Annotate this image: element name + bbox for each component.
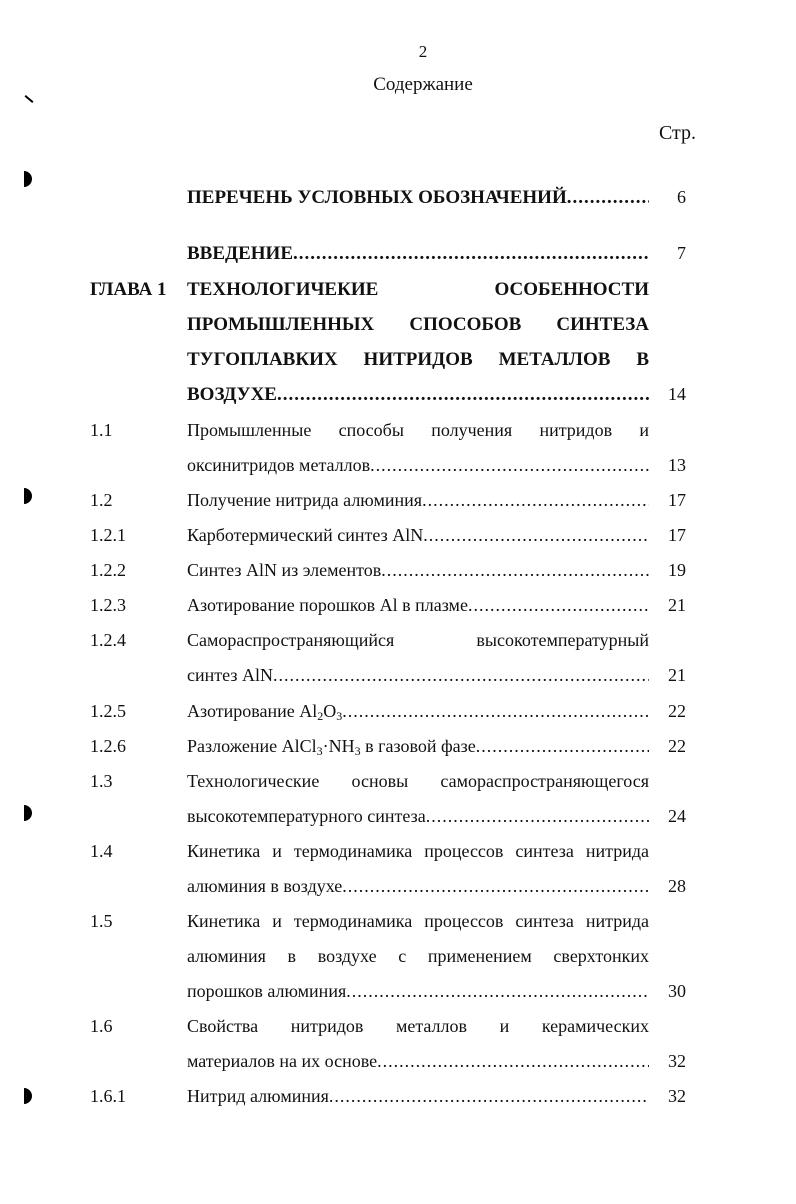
toc-entry-title: ВВЕДЕНИЕ	[187, 243, 293, 264]
toc-page: 6	[677, 187, 686, 207]
punch-mark	[24, 1088, 32, 1104]
toc-entry-title: Разложение AlCl	[187, 736, 317, 756]
page-column-header: Стр.	[658, 122, 696, 144]
toc-entry-title: ПРОМЫШЛЕННЫХ СПОСОБОВ СИНТЕЗА	[187, 314, 649, 335]
toc-page: 14	[668, 384, 686, 404]
toc-entry-title: O	[323, 701, 337, 721]
toc-number: 1.5	[90, 911, 113, 931]
punch-mark	[24, 171, 32, 187]
toc-number: 1.2	[90, 490, 113, 510]
toc-page: 30	[668, 981, 686, 1001]
punch-mark	[24, 488, 32, 504]
toc-number: ГЛАВА 1	[90, 279, 167, 300]
toc-entry-title: ТЕХНОЛОГИЧЕКИЕ ОСОБЕННОСТИ	[187, 279, 649, 300]
toc-page: 17	[668, 490, 686, 510]
toc-number: 1.2.2	[90, 560, 126, 580]
toc-entry-title: Самораспространяющийся высокотемпературный	[187, 630, 649, 650]
subscript: 2	[317, 709, 324, 723]
toc-page: 17	[668, 525, 686, 545]
toc-entry-title: ТУГОПЛАВКИХ НИТРИДОВ МЕТАЛЛОВ В	[187, 349, 649, 370]
toc-entry-title: Кинетика и термодинамика процессов синтеза нитрида	[187, 911, 649, 931]
toc-entry-title: Синтез AlN из элементов	[187, 560, 382, 580]
toc-entry-title: оксинитридов металлов	[187, 455, 371, 475]
toc-entry-title: Нитрид алюминия	[187, 1086, 329, 1106]
toc-page: 22	[668, 736, 686, 756]
toc-entry-title: Карботермический синтез AlN	[187, 525, 424, 545]
toc-number: 1.6	[90, 1016, 113, 1036]
toc-number: 1.1	[90, 420, 113, 440]
toc-entry-title: порошков алюминия	[187, 981, 347, 1001]
toc-page: 21	[668, 665, 686, 685]
toc-number: 1.2.1	[90, 525, 126, 545]
toc-page: 28	[668, 876, 686, 896]
toc-entry-title: ПЕРЕЧЕНЬ УСЛОВНЫХ ОБОЗНАЧЕНИЙ	[187, 187, 567, 208]
toc-page: 7	[677, 243, 686, 263]
scan-mark	[25, 95, 34, 103]
toc-entry-title: Кинетика и термодинамика процессов синтеза нитрида	[187, 841, 649, 861]
punch-mark	[24, 805, 32, 821]
toc-number: 1.2.6	[90, 736, 126, 756]
toc-number: 1.6.1	[90, 1086, 126, 1106]
toc-entry-title: Технологические основы самораспространяющегося	[187, 771, 649, 791]
toc-number: 1.2.4	[90, 630, 126, 650]
toc-entry-title: Азотирование Al	[187, 701, 318, 721]
toc-page: 13	[668, 455, 686, 475]
toc-page: 32	[668, 1086, 686, 1106]
toc-entry-title: синтез AlN	[187, 665, 273, 685]
toc-page: 24	[668, 806, 686, 826]
toc-entry-title: Свойства нитридов металлов и керамических	[187, 1016, 649, 1036]
toc-entry-title: ВОЗДУХЕ	[187, 384, 277, 405]
toc-page: 32	[668, 1051, 686, 1071]
page-title: Содержание	[373, 74, 473, 95]
toc-number: 1.3	[90, 771, 113, 791]
toc-page: 19	[668, 560, 686, 580]
toc-page: 21	[668, 595, 686, 615]
toc-entry-title: алюминия в воздухе	[187, 876, 343, 896]
toc-number: 1.4	[90, 841, 113, 861]
toc-entry-title: Азотирование порошков Al в плазме	[187, 595, 468, 615]
page-number: 2	[418, 42, 428, 61]
toc-entry-title: алюминия в воздухе с применением сверхтонких	[187, 946, 649, 966]
subscript: 3	[316, 744, 323, 758]
toc-entry-title: Получение нитрида алюминия	[187, 490, 423, 510]
subscript: 3	[354, 744, 361, 758]
toc-number: 1.2.5	[90, 701, 126, 721]
toc-entry-title: материалов на их основе	[187, 1051, 378, 1071]
toc-entry-title: ·NH	[322, 736, 355, 756]
subscript: 3	[336, 709, 343, 723]
toc-entry-title: в газовой фазе	[360, 736, 476, 756]
toc-number: 1.2.3	[90, 595, 126, 615]
toc-entry-title: Промышленные способы получения нитридов и	[187, 420, 649, 440]
toc-entry-title: высокотемпературного синтеза	[187, 806, 426, 826]
toc-page: 22	[668, 701, 686, 721]
